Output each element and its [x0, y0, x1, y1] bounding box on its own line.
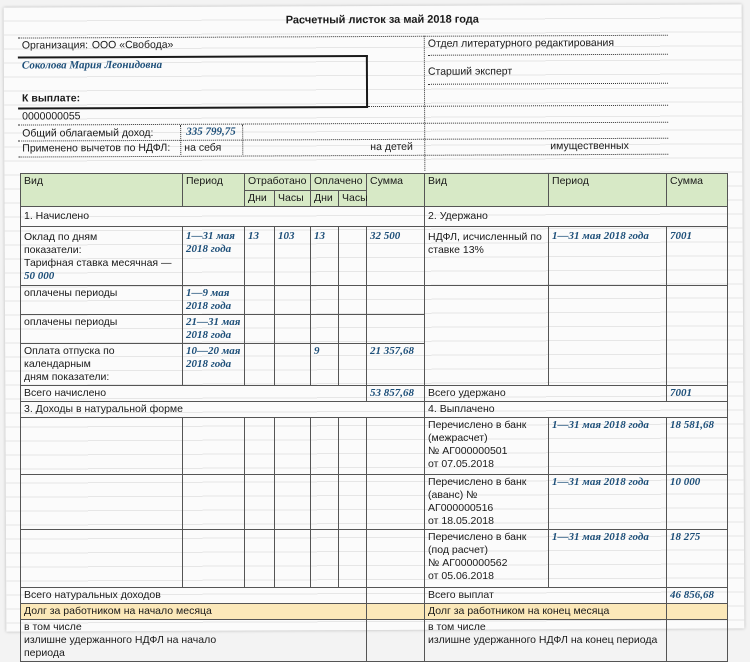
header-worked-days: Дни — [245, 191, 275, 207]
payment-sum: 18 581,68 — [667, 418, 728, 475]
accrual-paid-hours — [339, 227, 367, 286]
table-row — [21, 530, 728, 588]
to-pay-label: К выплате: — [22, 92, 81, 105]
table-row — [21, 604, 728, 620]
divider — [428, 54, 668, 56]
divider — [242, 125, 243, 155]
employee-name: Соколова Мария Леонидовна — [21, 58, 163, 72]
divider — [424, 36, 426, 171]
table-row — [21, 344, 728, 386]
tab-number: 0000000055 — [22, 110, 81, 123]
payment-period: 1—31 мая 2018 года — [549, 475, 667, 530]
excess-end-label: в том числе излишне удержанного НДФЛ на конец периода — [425, 620, 667, 662]
divider — [18, 55, 368, 59]
deductions-label: Применено вычетов по НДФЛ: — [22, 141, 171, 155]
section-accrued: 1. Начислено — [21, 207, 425, 227]
accrual-name: оплачены периоды — [21, 286, 183, 315]
position: Старший эксперт — [427, 65, 513, 78]
table-row — [21, 286, 728, 315]
taxable-income-label: Общий облагаемый доход: — [22, 126, 154, 140]
accrual-period: 1—31 мая 2018 года — [183, 227, 245, 286]
table-row — [21, 475, 728, 530]
withholding-name: НДФЛ, исчисленный по ставке 13% — [425, 227, 549, 286]
accrual-period: 21—31 мая 2018 года — [183, 315, 245, 344]
divider — [18, 154, 668, 158]
total-paid-label: Всего выплат — [425, 588, 667, 604]
accrual-sum: 21 357,68 — [367, 344, 425, 386]
header-worked-hours: Часы — [275, 191, 311, 207]
table-row — [21, 588, 728, 604]
accrual-sum: 32 500 — [367, 227, 425, 286]
taxable-income-value: 335 799,75 — [186, 125, 236, 138]
header-vid-right: Вид — [425, 174, 549, 207]
header-sum-right: Сумма — [667, 174, 728, 207]
table-row — [21, 315, 728, 344]
excess-start-label: в том числе излишне удержанного НДФЛ на начало периода — [21, 620, 245, 662]
header-worked: Отработано — [245, 174, 311, 191]
payment-sum: 18 275 — [667, 530, 728, 588]
total-accrued-label: Всего начислено — [21, 386, 245, 402]
accrual-name: Оплата отпуска по календарным дням показатели: — [21, 344, 183, 386]
payment-sum: 10 000 — [667, 475, 728, 530]
accrual-name: Оклад по дням показатели: Тарифная ставка месячная — 50 000 — [21, 227, 183, 286]
total-accrued-value: 53 857,68 — [367, 386, 425, 402]
section-paid-out: 4. Выплачено — [425, 402, 728, 418]
divider — [18, 106, 368, 110]
header-period: Период — [183, 174, 245, 207]
accrual-name: оплачены периоды — [21, 315, 183, 344]
accrual-worked-days: 13 — [245, 227, 275, 286]
accrual-paid-days: 13 — [311, 227, 339, 286]
table-row — [21, 386, 728, 402]
header-vid: Вид — [21, 174, 183, 207]
deduction-children: на детей — [370, 140, 413, 154]
org-label: Организация: — [21, 39, 89, 52]
withholding-period: 1—31 мая 2018 года — [549, 227, 667, 286]
payment-period: 1—31 мая 2018 года — [549, 530, 667, 588]
payment-period: 1—31 мая 2018 года — [549, 418, 667, 475]
deduction-property: имущественных — [550, 139, 629, 153]
header-paid-hours: Часы — [339, 191, 367, 207]
table-row — [21, 418, 728, 475]
withholding-sum: 7001 — [667, 227, 728, 286]
org-name: ООО «Свобода» — [91, 38, 174, 52]
total-withheld-value: 7001 — [667, 386, 728, 402]
payment-name: Перечислено в банк (под расчет) № АГ000000562 от 05.06.2018 — [425, 530, 549, 588]
header-period-right: Период — [549, 174, 667, 207]
debt-end-label: Долг за работником на конец месяца — [425, 604, 667, 620]
accrual-paid-days: 9 — [311, 344, 339, 386]
divider — [18, 122, 668, 126]
table-row — [21, 620, 728, 662]
payment-name: Перечислено в банк (межрасчет) № АГ000000501 от 07.05.2018 — [425, 418, 549, 475]
total-withheld-label: Всего удержано — [425, 386, 667, 402]
divider — [428, 83, 668, 85]
payslip-table — [20, 173, 728, 662]
debt-start-label: Долг за работником на начало месяца — [21, 604, 245, 620]
section-withheld: 2. Удержано — [425, 207, 728, 227]
total-paid-value: 46 856,68 — [667, 588, 728, 604]
table-row — [21, 227, 728, 286]
header-paid: Оплачено — [311, 174, 367, 191]
divider — [180, 125, 181, 155]
page-title: Расчетный листок за май 2018 года — [285, 13, 479, 27]
accrual-worked-hours: 103 — [275, 227, 311, 286]
section-natural: 3. Доходы в натуральной форме — [21, 402, 425, 418]
deduction-self: на себя — [184, 141, 222, 154]
divider — [368, 105, 668, 107]
header-paid-days: Дни — [311, 191, 339, 207]
header-sum: Сумма — [367, 174, 425, 207]
accrual-period: 10—20 мая 2018 года — [183, 344, 245, 386]
payment-name: Перечислено в банк (аванс) № АГ000000516 от 18.05.2018 — [425, 475, 549, 530]
accrual-period: 1—9 мая 2018 года — [183, 286, 245, 315]
divider — [366, 55, 368, 107]
total-natural-label: Всего натуральных доходов — [21, 588, 245, 604]
department: Отдел литературного редактирования — [427, 36, 615, 50]
